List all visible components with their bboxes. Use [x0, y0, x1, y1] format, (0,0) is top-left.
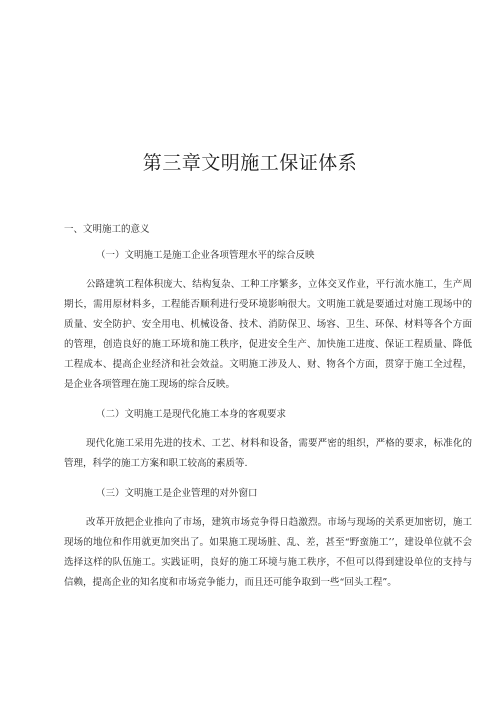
subsection-paragraph-3: 改革开放把企业推向了市场，建筑市场竞争得日趋激烈。市场与现场的关系更加密切，施工现场的地位和作用就更加突出了。如果施工现场脏、乱、差，甚至“野蛮施工’’，建设单位就不会选择这样的队伍施工。实践证明，良好的施工环境与施工秩序，不但可以得到建设单位的支持与信赖，提高企业的知名度和市场竞争能力，而且还可能争取到一些“回头工程”。: [64, 517, 472, 588]
section-heading: 一、文明施工的意义: [64, 224, 150, 235]
subsection-paragraph-1: 公路建筑工程体积庞大、结构复杂、工种工序繁多，立体交叉作业，平行流水施工，生产周期长，需用原材料多，工程能否顺利进行受环境影响很大。文明施工就是要通过对施工现场中的质量、安全防护、安全用电、机械设备、技术、消防保卫、场容、卫生、环保、材料等各个方面的管理，创造良好的施工环境和施工秩序，促进安全生产、加快施工进度、保证工程质量、降低工程成本、提高企业经济和社会效益。文明施工涉及人、财、物各个方面，贯穿于施工全过程，是企业各项管理在施工现场的综合反映。: [64, 279, 472, 390]
subsection-heading-2: （二）文明施工是现代化施工本身的客观要求: [96, 409, 287, 420]
chapter-title: 第三章文明施工保证体系: [142, 152, 358, 174]
document-body: [64, 223, 472, 606]
subsection-paragraph-2: 现代化施工采用先进的技术、工艺、材料和设备，需要严密的组织，严格的要求，标准化的管理，科学的施工方案和职工较高的素质等.: [64, 438, 472, 469]
subsection-heading-1: （一）文明施工是施工企业各项管理水平的综合反映: [96, 250, 315, 261]
subsection-heading-3: （三）文明施工是企业管理的对外窗口: [96, 488, 258, 499]
